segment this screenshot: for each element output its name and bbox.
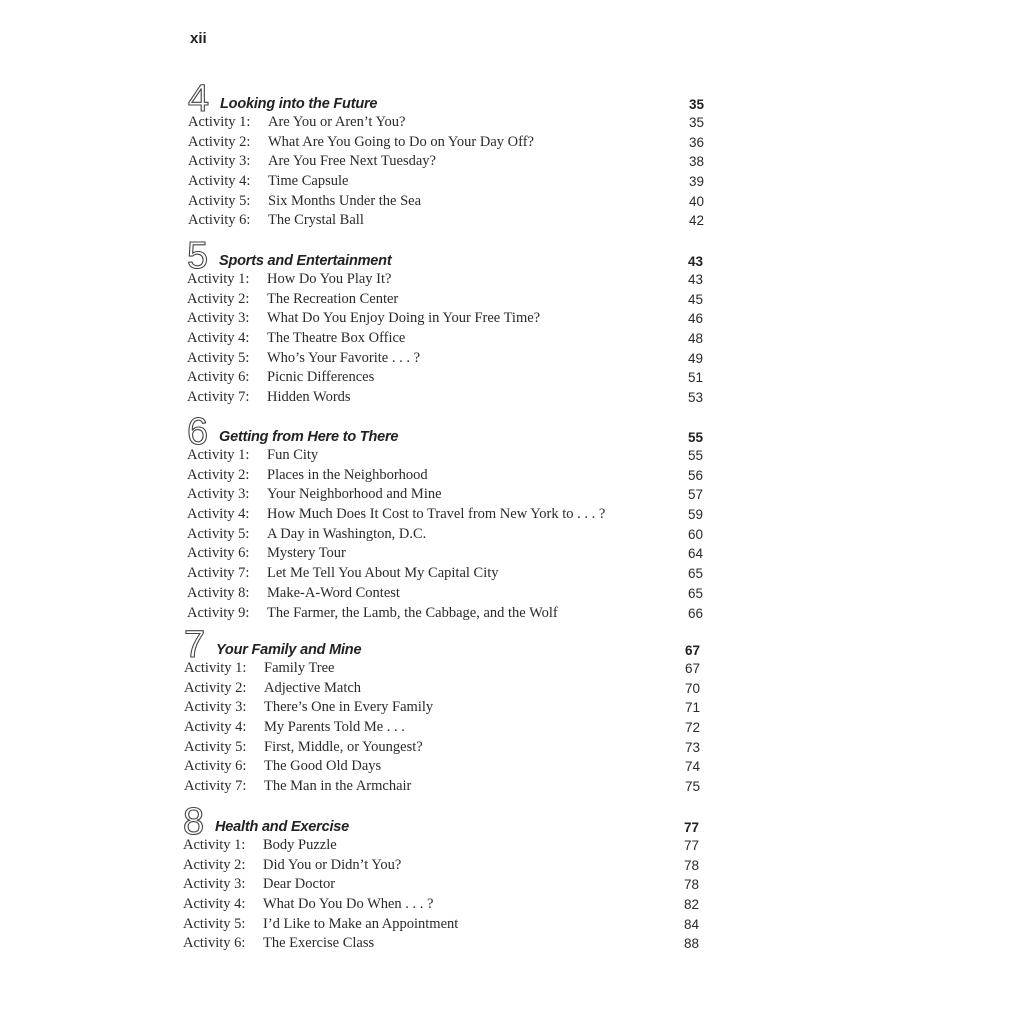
activity-title: The Man in the Armchair <box>264 778 412 795</box>
activity-label: Activity 1: <box>183 837 246 853</box>
toc-entry[interactable] <box>188 153 704 173</box>
activity-page: 73 <box>684 739 700 755</box>
activity-page: 57 <box>687 487 703 503</box>
activity-page: 82 <box>683 897 699 913</box>
toc-entry[interactable] <box>184 680 700 700</box>
activity-title: There’s One in Every Family <box>264 699 434 716</box>
activity-title: Time Capsule <box>268 173 349 190</box>
activity-title: Fun City <box>267 447 319 463</box>
activity-title: The Theatre Box Office <box>267 330 406 347</box>
chapter-8 <box>183 801 699 955</box>
toc-entry[interactable] <box>188 134 704 154</box>
activity-page: 51 <box>687 370 703 386</box>
activity-title: Are You or Aren’t You? <box>268 114 406 130</box>
activity-label: Activity 2: <box>187 466 250 483</box>
activity-page: 40 <box>688 193 704 209</box>
activity-label: Activity 5: <box>184 738 247 755</box>
toc-entry[interactable] <box>184 758 700 778</box>
activity-page: 55 <box>687 448 703 463</box>
activity-title: Body Puzzle <box>263 837 337 853</box>
activity-page: 46 <box>687 311 703 327</box>
activity-page: 38 <box>688 154 704 170</box>
activity-page: 53 <box>687 390 703 406</box>
chapter-6 <box>187 411 703 624</box>
activity-title: My Parents Told Me . . . <box>264 719 405 736</box>
chapter-heading <box>187 411 703 453</box>
chapter-page: 55 <box>687 430 703 445</box>
activity-page: 72 <box>684 720 700 736</box>
chapter-page: 43 <box>687 254 703 269</box>
chapter-number: 8 <box>183 801 205 843</box>
toc-entry[interactable] <box>188 193 704 213</box>
toc-entry[interactable] <box>187 545 703 565</box>
chapter-title[interactable]: Getting from Here to There <box>219 429 399 445</box>
activity-title: A Day in Washington, D.C. <box>267 525 427 542</box>
activity-page: 78 <box>683 877 699 893</box>
toc-entry[interactable] <box>183 837 699 857</box>
activity-title: Who’s Your Favorite . . . ? <box>267 349 421 366</box>
toc-entry[interactable] <box>187 486 703 506</box>
activity-page: 45 <box>687 291 703 307</box>
toc-entry[interactable] <box>184 778 700 798</box>
toc-entry[interactable] <box>188 212 704 232</box>
toc-entry[interactable] <box>184 739 700 759</box>
activity-page: 59 <box>687 507 703 523</box>
toc-entry[interactable] <box>183 916 699 936</box>
toc-entry[interactable] <box>183 935 699 955</box>
activity-title: Picnic Differences <box>267 369 375 386</box>
chapter-4 <box>188 78 704 232</box>
activity-page: 43 <box>687 272 703 287</box>
toc-entry[interactable] <box>187 526 703 546</box>
activity-page: 42 <box>688 213 704 229</box>
chapter-heading <box>187 235 703 277</box>
toc-entry[interactable] <box>183 876 699 896</box>
toc-entry[interactable] <box>187 369 703 389</box>
toc-entry[interactable] <box>184 699 700 719</box>
chapter-number: 7 <box>184 624 206 666</box>
toc-entry[interactable] <box>188 173 704 193</box>
toc-entry[interactable] <box>187 350 703 370</box>
activity-label: Activity 9: <box>187 604 250 621</box>
chapter-page: 35 <box>688 97 704 112</box>
activity-title: Adjective Match <box>264 679 362 696</box>
activity-page: 35 <box>688 115 704 130</box>
activity-page: 77 <box>683 838 699 853</box>
activity-label: Activity 5: <box>187 349 250 366</box>
toc-entry[interactable] <box>183 857 699 877</box>
toc-entry[interactable] <box>188 114 704 134</box>
page-number: xii <box>190 30 207 47</box>
toc-entry[interactable] <box>184 660 700 680</box>
toc-entry[interactable] <box>187 585 703 605</box>
activity-page: 60 <box>687 526 703 542</box>
chapter-number: 6 <box>187 411 209 453</box>
toc-entry[interactable] <box>187 506 703 526</box>
activity-label: Activity 7: <box>187 389 250 406</box>
activity-label: Activity 4: <box>187 330 250 347</box>
activity-title: Did You or Didn’t You? <box>263 856 402 873</box>
chapter-title[interactable]: Health and Exercise <box>215 819 350 835</box>
toc-entry[interactable] <box>184 719 700 739</box>
activity-label: Activity 5: <box>187 525 250 542</box>
activity-label: Activity 6: <box>187 369 250 386</box>
activity-page: 67 <box>684 661 700 676</box>
activity-label: Activity 5: <box>188 192 251 209</box>
chapter-7 <box>184 624 700 798</box>
chapter-title[interactable]: Your Family and Mine <box>216 642 362 658</box>
activity-page: 84 <box>683 916 699 932</box>
activity-title: Dear Doctor <box>263 876 336 893</box>
activity-page: 78 <box>683 857 699 873</box>
chapter-title[interactable]: Looking into the Future <box>220 96 378 112</box>
activity-title: The Recreation Center <box>267 290 399 307</box>
activity-label: Activity 1: <box>188 114 251 130</box>
activity-label: Activity 2: <box>183 856 246 873</box>
activity-label: Activity 3: <box>184 699 247 716</box>
activity-label: Activity 6: <box>188 212 251 229</box>
activity-label: Activity 4: <box>188 173 251 190</box>
activity-page: 66 <box>687 605 703 621</box>
activity-label: Activity 5: <box>183 915 246 932</box>
activity-title: Mystery Tour <box>267 545 346 562</box>
activity-label: Activity 4: <box>183 896 246 913</box>
toc-entry[interactable] <box>187 447 703 467</box>
activity-title: First, Middle, or Youngest? <box>264 738 423 755</box>
activity-label: Activity 4: <box>187 506 250 523</box>
activity-title: Your Neighborhood and Mine <box>267 486 442 503</box>
activity-title: Six Months Under the Sea <box>268 192 422 209</box>
activity-page: 70 <box>684 680 700 696</box>
activity-page: 71 <box>684 700 700 716</box>
activity-title: The Crystal Ball <box>268 212 364 229</box>
toc-entry[interactable] <box>183 896 699 916</box>
toc-entry[interactable] <box>187 310 703 330</box>
toc-entry[interactable] <box>187 330 703 350</box>
activity-title: What Do You Enjoy Doing in Your Free Time? <box>267 310 541 327</box>
activity-title: The Exercise Class <box>263 935 375 952</box>
activity-label: Activity 3: <box>188 153 251 170</box>
chapter-page: 67 <box>684 643 700 658</box>
toc-entry[interactable] <box>187 271 703 291</box>
activity-title: Family Tree <box>264 660 335 676</box>
activity-title: The Good Old Days <box>264 758 382 775</box>
activity-label: Activity 6: <box>183 935 246 952</box>
activity-title: What Do You Do When . . . ? <box>263 896 434 913</box>
activity-page: 36 <box>688 134 704 150</box>
toc-entry[interactable] <box>187 605 703 625</box>
activity-page: 65 <box>687 585 703 601</box>
activity-page: 75 <box>684 779 700 795</box>
activity-label: Activity 6: <box>184 758 247 775</box>
activity-page: 56 <box>687 467 703 483</box>
activity-label: Activity 2: <box>184 679 247 696</box>
chapter-number: 5 <box>187 235 209 277</box>
activity-label: Activity 2: <box>187 290 250 307</box>
activity-label: Activity 6: <box>187 545 250 562</box>
toc-entry[interactable] <box>187 291 703 311</box>
chapter-number: 4 <box>188 78 210 120</box>
activity-title: Hidden Words <box>267 389 351 406</box>
activity-page: 64 <box>687 546 703 562</box>
activity-page: 39 <box>688 174 704 190</box>
activity-page: 74 <box>684 759 700 775</box>
activity-title: How Do You Play It? <box>267 271 392 287</box>
activity-page: 48 <box>687 331 703 347</box>
chapter-heading <box>184 624 700 666</box>
activity-label: Activity 7: <box>184 778 247 795</box>
activity-page: 65 <box>687 566 703 582</box>
chapter-5 <box>187 235 703 409</box>
activity-label: Activity 3: <box>183 876 246 893</box>
activity-page: 88 <box>683 936 699 952</box>
activity-label: Activity 1: <box>187 271 250 287</box>
activity-title: Are You Free Next Tuesday? <box>268 153 436 170</box>
chapter-heading <box>188 78 704 120</box>
activity-label: Activity 7: <box>187 565 250 582</box>
activity-title: The Farmer, the Lamb, the Cabbage, and the Wolf <box>267 604 558 621</box>
activity-label: Activity 2: <box>188 133 251 150</box>
activity-label: Activity 4: <box>184 719 247 736</box>
chapter-page: 77 <box>683 820 699 835</box>
activity-title: How Much Does It Cost to Travel from New York to . . . ? <box>267 506 606 523</box>
activity-label: Activity 1: <box>184 660 247 676</box>
activity-title: I’d Like to Make an Appointment <box>263 915 459 932</box>
chapter-heading <box>183 801 699 843</box>
chapter-title[interactable]: Sports and Entertainment <box>219 253 392 269</box>
toc-entry[interactable] <box>187 467 703 487</box>
activity-title: What Are You Going to Do on Your Day Off? <box>268 133 534 150</box>
toc-entry[interactable] <box>187 565 703 585</box>
activity-title: Places in the Neighborhood <box>267 466 428 483</box>
activity-title: Let Me Tell You About My Capital City <box>267 565 499 582</box>
activity-page: 49 <box>687 350 703 366</box>
toc-entry[interactable] <box>187 389 703 409</box>
activity-label: Activity 3: <box>187 310 250 327</box>
activity-title: Make-A-Word Contest <box>267 584 400 601</box>
activity-label: Activity 3: <box>187 486 250 503</box>
activity-label: Activity 8: <box>187 584 250 601</box>
activity-label: Activity 1: <box>187 447 250 463</box>
